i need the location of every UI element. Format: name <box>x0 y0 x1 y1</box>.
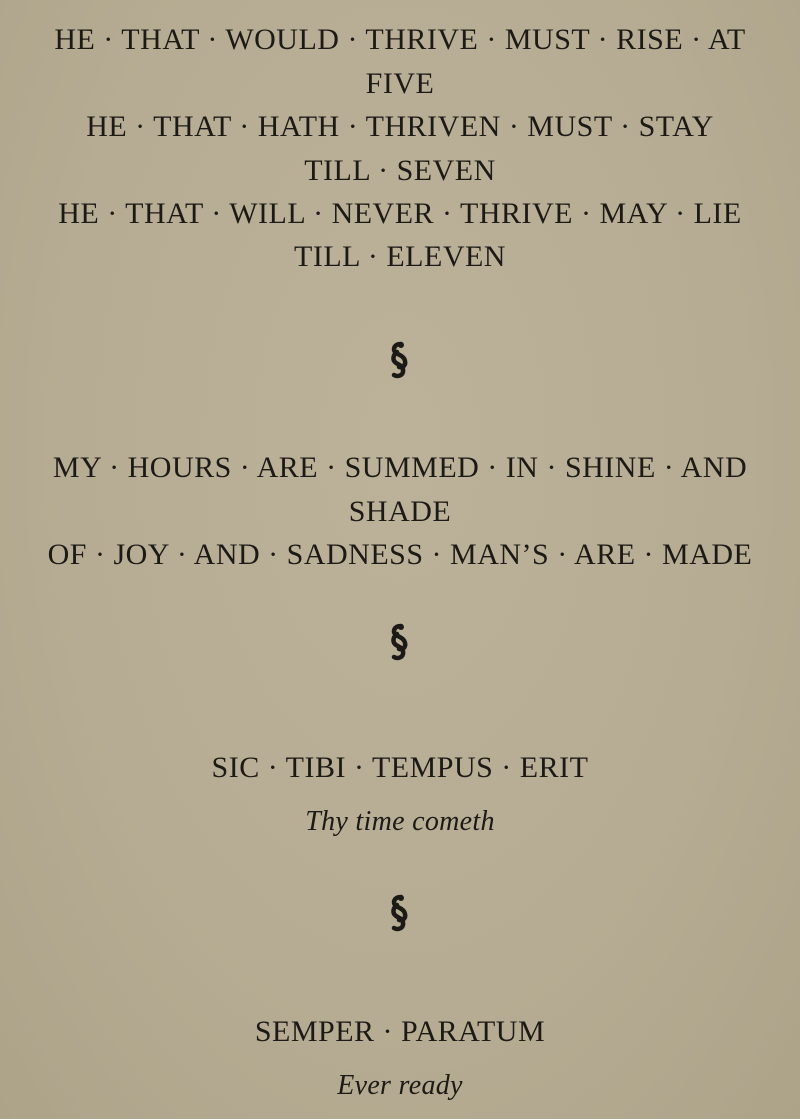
motto-2-line-3: OF · JOY · AND · SADNESS · MAN’S · ARE · MADE <box>47 538 753 571</box>
motto-1-line-5: HE · THAT · WILL · NEVER · THRIVE · MAY · LIE <box>58 197 742 230</box>
motto-1-line-2: FIVE <box>365 67 435 100</box>
section-mark-icon <box>385 620 413 664</box>
motto-2-line-1: MY · HOURS · ARE · SUMMED · IN · SHINE · AND <box>52 451 748 484</box>
motto-4-latin: SEMPER · PARATUM <box>254 1015 546 1048</box>
motto-2-line-2: SHADE <box>348 495 452 528</box>
motto-3-translation: Thy time cometh <box>305 806 495 837</box>
motto-1-line-1: HE · THAT · WOULD · THRIVE · MUST · RISE · AT <box>54 23 746 56</box>
motto-1-line-6: TILL · ELEVEN <box>294 240 506 273</box>
motto-1-line-4: TILL · SEVEN <box>304 154 496 187</box>
section-mark-icon <box>385 338 413 382</box>
motto-1-line-3: HE · THAT · HATH · THRIVEN · MUST · STAY <box>86 110 714 143</box>
motto-4-translation: Ever ready <box>337 1070 463 1101</box>
motto-3-latin: SIC · TIBI · TEMPUS · ERIT <box>211 751 589 784</box>
section-mark-icon <box>385 891 413 935</box>
